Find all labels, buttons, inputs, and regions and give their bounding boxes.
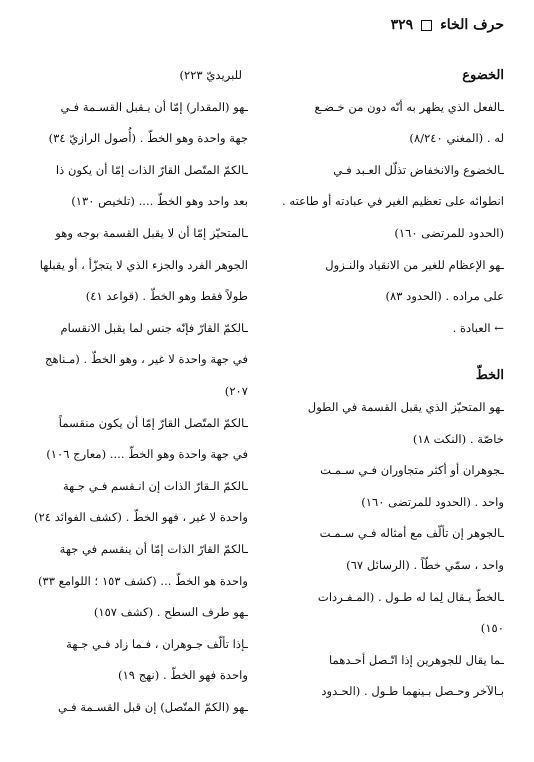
text-line: في جهة واحدة لا غير ، وهو الخطّ . (مـناهج bbox=[45, 352, 248, 367]
running-title: حرف الخاء bbox=[440, 17, 504, 33]
text-line: للبريديّ ٢٢٣) bbox=[179, 68, 242, 82]
text-line: طولاً فقط وهو الخطّ . (قواعد ٤١) bbox=[85, 289, 248, 304]
section-gap bbox=[272, 344, 504, 360]
text-line: (الحدود للمرتضى ١٦٠) bbox=[394, 225, 504, 240]
text-line: واحدة هو الخطّ ... (كشف ١٥٣ ؛ اللوامع ٣٣) bbox=[38, 573, 248, 588]
text-line: ← العبادة . bbox=[452, 320, 504, 335]
left-column bbox=[16, 60, 248, 723]
text-line: له . (المغني ٨/٢٤٠) bbox=[409, 131, 504, 146]
text-line: ـالكمّ المتّصل القارّ إمّا أن يكون منقسماً bbox=[58, 415, 248, 430]
page-number: ٣٢٩ bbox=[390, 17, 414, 33]
text-line: ـجوهران أو أكثر متجاوران فـي سـمـت bbox=[320, 463, 504, 478]
text-line: ـهو المتحيّز الذي يقبل القسمة في الطول bbox=[307, 399, 504, 414]
text-line: ـالكمّ القارّ الذات إمّا أن ينقسم في جهة bbox=[59, 541, 248, 556]
text-line: ـالكمّ المتّصل القارّ الذات إمّا أن يكون ذا bbox=[55, 162, 248, 177]
text-line: انطوائه على تعظيم الغير في عبادته أو طاعته . bbox=[282, 194, 504, 209]
text-line: خاصّة . (النكت ١٨) bbox=[412, 431, 504, 446]
text-line: ـالمتحيّز إمّا أن لا يقبل القسمة بوجه وهو bbox=[55, 225, 248, 240]
square-ornament-icon bbox=[421, 20, 432, 31]
text-line: واحد . (الحدود للمرتضى ١٦٠) bbox=[361, 494, 504, 509]
text-line: ١٥٠) bbox=[480, 621, 504, 636]
text-line: ـهو (المقدار) إمّا أن يـقبل القسـمة فـي bbox=[60, 99, 248, 114]
text-line: ـالكمّ الـقارّ الذات إن انـقسم فـي جـهة bbox=[62, 478, 248, 493]
entry-heading: الخضوع bbox=[462, 68, 504, 83]
text-line: واحدة فهو الخطّ . (نهج ١٩) bbox=[118, 668, 248, 683]
entry-heading: الخطّ bbox=[475, 368, 504, 384]
text-line: جهة واحدة وهو الخطّ . (أُصول الرازيّ ٣٤) bbox=[48, 131, 248, 146]
text-line: ـالكمّ القارّ فإنّه جنس لما يقبل الانقسام bbox=[60, 320, 248, 335]
text-line: ـما يقال للجوهرين إذا اتّـصل أحـدهما bbox=[328, 652, 504, 667]
text-line: واحد ، سمّي خطّاً . (الرسائل ٦٧) bbox=[346, 557, 504, 572]
page-header bbox=[30, 14, 504, 36]
text-line: ـهو الإعظام للغير من الانقياد والنـزول bbox=[325, 257, 504, 272]
text-line: ـالفعل الذي يظهر به أنّه دون من خـضـع bbox=[314, 99, 504, 114]
text-line: الجوهر الفرد والجزء الذي لا يتجزّأ ، أو يقبلها bbox=[39, 257, 248, 272]
text-line: بـالآخر وحـصل بـينهما طـول . (الحـدود bbox=[321, 684, 504, 699]
text-line: ـالجوهر إن تألّف مع أمثاله فـي سـمـت bbox=[319, 526, 504, 541]
text-line: بعد واحد وهو الخطّ .... (تلخيص ١٣٠) bbox=[71, 194, 248, 209]
text-line: ـإذا تألّف جـوهران ، فـما زاد فـي جـهة bbox=[66, 636, 248, 651]
text-line: على مراده . (الحدود ٨٣) bbox=[385, 289, 504, 304]
text-line: واحدة لا غير ، فهو الخطّ . (كشف الفوائد ٢٤) bbox=[34, 510, 248, 525]
right-column bbox=[272, 60, 504, 708]
text-line: ٢٠٧) bbox=[224, 383, 248, 398]
text-line: ـالخطّ يـقال لِما له طـول . (المـفـردات bbox=[317, 589, 504, 604]
text-line: في جهة واحدة وهو الخطّ .... (معارج ١٠٦) bbox=[46, 447, 248, 462]
text-line: ـهو (الكمّ المتّصل) إن قبل القسـمة فـي bbox=[58, 699, 248, 714]
text-line: ـالخضوع والانخفاض تذلّل العـبد فـي bbox=[333, 162, 504, 177]
text-line: ـهو طرف السطح . (كشف ١٥٧) bbox=[93, 605, 248, 620]
